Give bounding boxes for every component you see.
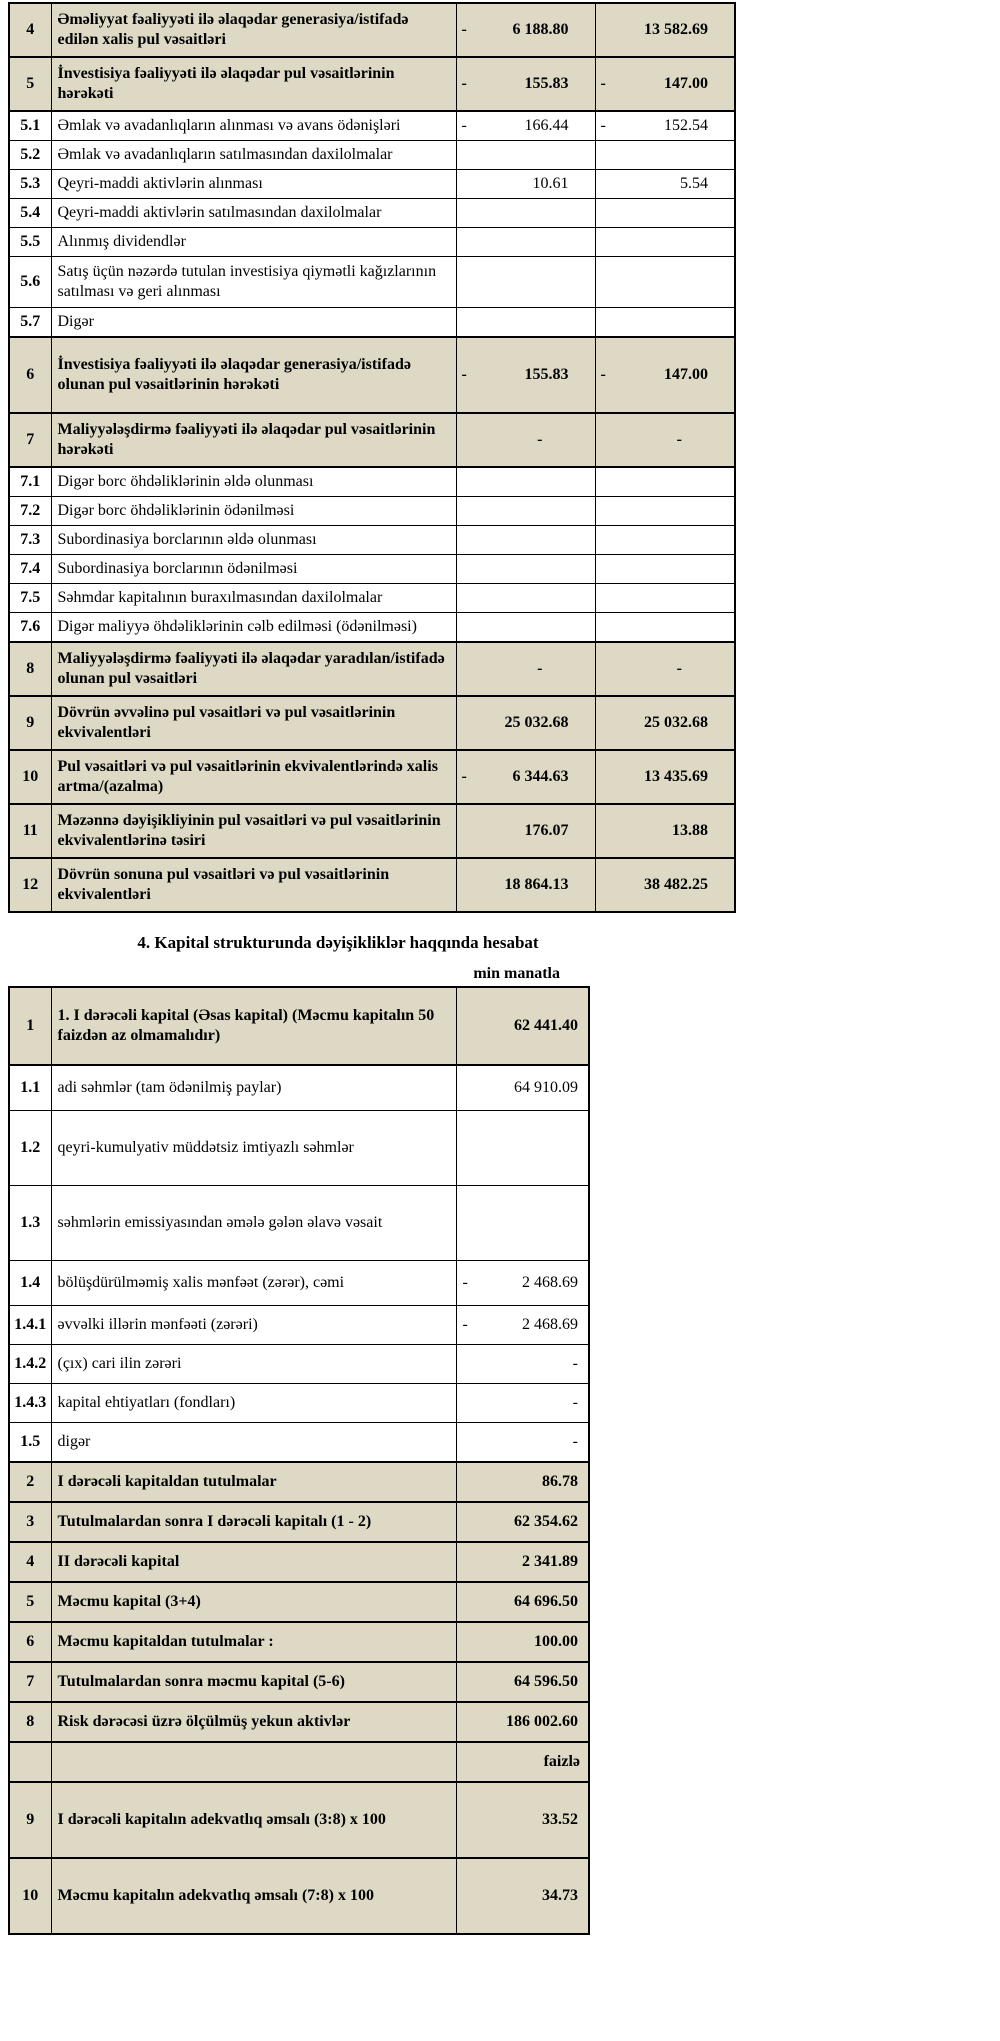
row-number: 9 — [9, 1782, 51, 1858]
table2-row — [9, 1702, 589, 1742]
section-title: 4. Kapital strukturunda dəyişikliklər haqqında hesabat — [137, 933, 539, 952]
row-number: 1.2 — [9, 1111, 51, 1186]
row-description: Tutulmalardan sonra I dərəcəli kapitalı (1 - 2) — [51, 1502, 456, 1542]
row-number: 1.4.2 — [9, 1345, 51, 1384]
row-number: 7 — [9, 1662, 51, 1702]
amount: 34.73 — [542, 1887, 578, 1905]
amount: 186 002.60 — [506, 1713, 578, 1731]
table2-row — [9, 1858, 589, 1934]
value-cell-period1 — [456, 308, 595, 338]
value-cell — [456, 1306, 589, 1345]
amount: 18 864.13 — [504, 876, 569, 894]
value-cell — [456, 1858, 589, 1934]
value-cell-period1 — [456, 257, 595, 308]
value-cell-period1 — [456, 555, 595, 584]
amount: - — [537, 431, 543, 449]
row-description: I dərəcəli kapitaldan tutulmalar — [51, 1462, 456, 1502]
row-description: Pul vəsaitləri və pul vəsaitlərinin ekvivalentlərində xalis artma/(azalma) — [51, 750, 456, 804]
row-description: Digər borc öhdəliklərinin əldə olunması — [51, 467, 456, 497]
row-description: Tutulmalardan sonra məcmu kapital (5-6) — [51, 1662, 456, 1702]
row-number: 5.1 — [9, 111, 51, 141]
amount: 25 032.68 — [644, 714, 708, 732]
minus-sign: - — [462, 1274, 468, 1292]
row-description: Dövrün əvvəlinə pul vəsaitləri və pul vəsaitlərinin ekvivalentləri — [51, 696, 456, 750]
table2-row — [9, 1582, 589, 1622]
table2-row — [9, 1542, 589, 1582]
row-description: Məzənnə dəyişikliyinin pul vəsaitləri və pul vəsaitlərinin ekvivalentlərinə təsiri — [51, 804, 456, 858]
row-description: bölüşdürülməmiş xalis mənfəət (zərər), cəmi — [51, 1261, 456, 1306]
table1-row — [9, 141, 735, 170]
table1-row — [9, 858, 735, 912]
row-number: 1.4 — [9, 1261, 51, 1306]
value-cell — [456, 1782, 589, 1858]
row-description: səhmlərin emissiyasından əmələ gələn əlavə vəsait — [51, 1186, 456, 1261]
row-number — [9, 1742, 51, 1782]
value-cell — [456, 1111, 589, 1186]
row-number: 5 — [9, 57, 51, 111]
row-description: Qeyri-maddi aktivlərin satılmasından daxilolmalar — [51, 199, 456, 228]
value-cell-period2 — [595, 111, 735, 141]
row-description: Məcmu kapitaldan tutulmalar : — [51, 1622, 456, 1662]
row-description: II dərəcəli kapital — [51, 1542, 456, 1582]
table2-row — [9, 1622, 589, 1662]
table1-row — [9, 642, 735, 696]
amount: 152.54 — [664, 117, 708, 135]
value-cell-period2 — [595, 413, 735, 467]
value-cell-period2 — [595, 555, 735, 584]
row-description: I dərəcəli kapitalın adekvatlıq əmsalı (3:8) x 100 — [51, 1782, 456, 1858]
value-cell-period1 — [456, 111, 595, 141]
value-cell — [456, 1582, 589, 1622]
amount: 13.88 — [672, 822, 708, 840]
value-cell-period1 — [456, 467, 595, 497]
amount: - — [572, 1355, 578, 1373]
table1-row — [9, 804, 735, 858]
table1-row — [9, 170, 735, 199]
value-cell-period2 — [595, 57, 735, 111]
value-cell-period1 — [456, 750, 595, 804]
row-number: 5.4 — [9, 199, 51, 228]
amount: - — [676, 660, 682, 678]
table2-row — [9, 1462, 589, 1502]
row-number: 5.7 — [9, 308, 51, 338]
amount: 5.54 — [680, 175, 708, 193]
table1-row — [9, 584, 735, 613]
table2-row — [9, 1065, 589, 1111]
value-cell-period1 — [456, 526, 595, 555]
table2-row — [9, 1306, 589, 1345]
value-cell-period2 — [595, 613, 735, 643]
table2-row — [9, 1502, 589, 1542]
value-cell — [456, 1662, 589, 1702]
value-cell — [456, 1622, 589, 1662]
row-description: qeyri-kumulyativ müddətsiz imtiyazlı səhmlər — [51, 1111, 456, 1186]
value-cell-period1 — [456, 804, 595, 858]
value-cell — [456, 1384, 589, 1423]
table1-row — [9, 57, 735, 111]
table2-row — [9, 1345, 589, 1384]
amount: 10.61 — [532, 175, 569, 193]
value-cell-period2 — [595, 337, 735, 413]
row-description: Risk dərəcəsi üzrə ölçülmüş yekun aktivlər — [51, 1702, 456, 1742]
table1-row — [9, 111, 735, 141]
row-description: Məcmu kapital (3+4) — [51, 1582, 456, 1622]
row-number: 7.2 — [9, 497, 51, 526]
table1-row — [9, 696, 735, 750]
value-cell-period2 — [595, 858, 735, 912]
value-cell-period2 — [595, 3, 735, 57]
row-number: 8 — [9, 1702, 51, 1742]
value-cell-period2 — [595, 467, 735, 497]
row-description: Subordinasiya borclarının ödənilməsi — [51, 555, 456, 584]
row-number: 1.1 — [9, 1065, 51, 1111]
value-cell-period2 — [595, 141, 735, 170]
table1-row — [9, 750, 735, 804]
minus-sign: - — [600, 75, 606, 93]
row-description: adi səhmlər (tam ödənilmiş paylar) — [51, 1065, 456, 1111]
amount: - — [572, 1433, 578, 1451]
amount: - — [537, 660, 543, 678]
row-description: Maliyyələşdirmə fəaliyyəti ilə əlaqədar pul vəsaitlərinin hərəkəti — [51, 413, 456, 467]
row-number: 5.2 — [9, 141, 51, 170]
value-cell — [456, 1423, 589, 1463]
row-number: 5 — [9, 1582, 51, 1622]
value-cell — [456, 1065, 589, 1111]
row-number: 4 — [9, 3, 51, 57]
minus-sign: - — [600, 117, 606, 135]
row-description: Məcmu kapitalın adekvatlıq əmsalı (7:8) x 100 — [51, 1858, 456, 1934]
amount: - — [676, 431, 682, 449]
row-description: Əmlak və avadanlıqların alınması və avans ödənişləri — [51, 111, 456, 141]
row-description: kapital ehtiyatları (fondları) — [51, 1384, 456, 1423]
row-number: 5.3 — [9, 170, 51, 199]
amount: 166.44 — [524, 117, 569, 135]
minus-sign: - — [462, 1316, 468, 1334]
table2-row — [9, 1742, 589, 1782]
row-number: 10 — [9, 750, 51, 804]
value-cell-period2 — [595, 584, 735, 613]
amount: 62 354.62 — [514, 1513, 578, 1531]
value-cell-period1 — [456, 858, 595, 912]
value-cell-period2 — [595, 696, 735, 750]
row-description: Əməliyyat fəaliyyəti ilə əlaqədar generasiya/istifadə edilən xalis pul vəsaitləri — [51, 3, 456, 57]
row-description: (çıx) cari ilin zərəri — [51, 1345, 456, 1384]
row-description: Digər — [51, 308, 456, 338]
row-description: Səhmdar kapitalının buraxılmasından daxilolmalar — [51, 584, 456, 613]
value-cell — [456, 1462, 589, 1502]
value-cell-period1 — [456, 228, 595, 257]
row-description: İnvestisiya fəaliyyəti ilə əlaqədar generasiya/istifadə olunan pul vəsaitlərinin hərəkəti — [51, 337, 456, 413]
row-description: Digər borc öhdəliklərinin ödənilməsi — [51, 497, 456, 526]
capital-structure-table — [8, 986, 590, 1935]
row-number: 1.5 — [9, 1423, 51, 1463]
row-number: 1.4.1 — [9, 1306, 51, 1345]
value-cell-period2 — [595, 497, 735, 526]
amount: 100.00 — [534, 1633, 578, 1651]
amount: 64 910.09 — [514, 1079, 578, 1097]
amount: 33.52 — [542, 1811, 578, 1829]
value-cell — [456, 1345, 589, 1384]
value-cell-period1 — [456, 613, 595, 643]
row-number: 12 — [9, 858, 51, 912]
row-description: əvvəlki illərin mənfəəti (zərəri) — [51, 1306, 456, 1345]
row-number: 10 — [9, 1858, 51, 1934]
amount: 13 435.69 — [644, 768, 708, 786]
amount: 147.00 — [664, 366, 708, 384]
value-cell-period1 — [456, 170, 595, 199]
table2-row — [9, 1261, 589, 1306]
row-number: 1.3 — [9, 1186, 51, 1261]
row-description: 1. I dərəcəli kapital (Əsas kapital) (Məcmu kapitalın 50 faizdən az olmamalıdır) — [51, 987, 456, 1065]
minus-sign: - — [600, 366, 606, 384]
row-number: 2 — [9, 1462, 51, 1502]
table1-row — [9, 526, 735, 555]
value-cell-period2 — [595, 228, 735, 257]
minus-sign: - — [461, 366, 467, 384]
table1-row — [9, 199, 735, 228]
row-number: 4 — [9, 1542, 51, 1582]
table1-row — [9, 228, 735, 257]
amount: 155.83 — [524, 75, 569, 93]
value-cell — [456, 1186, 589, 1261]
row-description: Maliyyələşdirmə fəaliyyəti ilə əlaqədar yaradılan/istifadə olunan pul vəsaitləri — [51, 642, 456, 696]
table1-row — [9, 308, 735, 338]
amount: 147.00 — [664, 75, 708, 93]
table1-row — [9, 467, 735, 497]
amount: 38 482.25 — [644, 876, 708, 894]
amount: 25 032.68 — [504, 714, 569, 732]
row-description: Qeyri-maddi aktivlərin alınması — [51, 170, 456, 199]
table1-row — [9, 3, 735, 57]
table2-row — [9, 1662, 589, 1702]
amount: 62 441.40 — [514, 1017, 578, 1035]
value-cell-period2 — [595, 642, 735, 696]
table2-row — [9, 1423, 589, 1463]
row-number: 7.4 — [9, 555, 51, 584]
value-cell — [456, 1502, 589, 1542]
value-cell-period1 — [456, 642, 595, 696]
row-number: 6 — [9, 337, 51, 413]
row-number: 11 — [9, 804, 51, 858]
value-cell-period2 — [595, 804, 735, 858]
value-cell — [456, 1702, 589, 1742]
row-number: 3 — [9, 1502, 51, 1542]
minus-sign: - — [461, 21, 467, 39]
unit-label: min manatla — [473, 965, 560, 982]
table2-row — [9, 1186, 589, 1261]
table2-row — [9, 1111, 589, 1186]
table1-row — [9, 613, 735, 643]
table1-row — [9, 497, 735, 526]
value-cell-period1 — [456, 584, 595, 613]
row-description: Subordinasiya borclarının əldə olunması — [51, 526, 456, 555]
row-number: 7.6 — [9, 613, 51, 643]
amount: 2 468.69 — [522, 1274, 578, 1292]
minus-sign: - — [461, 117, 467, 135]
row-number: 7.5 — [9, 584, 51, 613]
value-cell-period1 — [456, 337, 595, 413]
value-cell-period1 — [456, 413, 595, 467]
row-number: 1 — [9, 987, 51, 1065]
value-cell-period2 — [595, 526, 735, 555]
amount: 64 696.50 — [514, 1593, 578, 1611]
minus-sign: - — [461, 768, 467, 786]
table1-row — [9, 555, 735, 584]
row-description — [51, 1742, 456, 1782]
row-number: 8 — [9, 642, 51, 696]
value-cell-period1 — [456, 57, 595, 111]
amount: 2 341.89 — [522, 1553, 578, 1571]
amount: 86.78 — [542, 1473, 578, 1491]
amount: 155.83 — [524, 366, 569, 384]
value-cell-period2 — [595, 199, 735, 228]
table1-row — [9, 257, 735, 308]
table1-row — [9, 413, 735, 467]
amount: 6 188.80 — [512, 21, 569, 39]
value-cell-period1 — [456, 3, 595, 57]
row-description: Dövrün sonuna pul vəsaitləri və pul vəsaitlərinin ekvivalentləri — [51, 858, 456, 912]
amount: - — [572, 1394, 578, 1412]
amount: 64 596.50 — [514, 1673, 578, 1691]
row-number: 6 — [9, 1622, 51, 1662]
amount: 6 344.63 — [512, 768, 569, 786]
value-cell-period2 — [595, 257, 735, 308]
row-description: Digər maliyyə öhdəliklərinin cəlb edilməsi (ödənilməsi) — [51, 613, 456, 643]
row-description: Əmlak və avadanlıqların satılmasından daxilolmalar — [51, 141, 456, 170]
cash-flow-table — [8, 2, 736, 913]
row-description: Satış üçün nəzərdə tutulan investisiya qiymətli kağızlarının satılması və geri alınması — [51, 257, 456, 308]
table1-row — [9, 337, 735, 413]
row-description: İnvestisiya fəaliyyəti ilə əlaqədar pul vəsaitlərinin hərəkəti — [51, 57, 456, 111]
minus-sign: - — [461, 75, 467, 93]
row-number: 5.6 — [9, 257, 51, 308]
value-cell — [456, 987, 589, 1065]
row-number: 1.4.3 — [9, 1384, 51, 1423]
value-cell-period2 — [595, 750, 735, 804]
row-number: 9 — [9, 696, 51, 750]
value-cell-period1 — [456, 696, 595, 750]
value-cell-period2 — [595, 308, 735, 338]
row-description: Alınmış dividendlər — [51, 228, 456, 257]
table2-row — [9, 987, 589, 1065]
value-cell-period1 — [456, 199, 595, 228]
percent-unit-cell: faizlə — [456, 1742, 589, 1782]
value-cell-period1 — [456, 497, 595, 526]
amount: 176.07 — [524, 822, 569, 840]
row-description: digər — [51, 1423, 456, 1463]
value-cell — [456, 1542, 589, 1582]
value-cell-period1 — [456, 141, 595, 170]
value-cell-period2 — [595, 170, 735, 199]
row-number: 7 — [9, 413, 51, 467]
table2-row — [9, 1782, 589, 1858]
row-number: 7.1 — [9, 467, 51, 497]
row-number: 5.5 — [9, 228, 51, 257]
amount: 2 468.69 — [522, 1316, 578, 1334]
table2-row — [9, 1384, 589, 1423]
row-number: 7.3 — [9, 526, 51, 555]
amount: 13 582.69 — [644, 21, 708, 39]
value-cell — [456, 1261, 589, 1306]
